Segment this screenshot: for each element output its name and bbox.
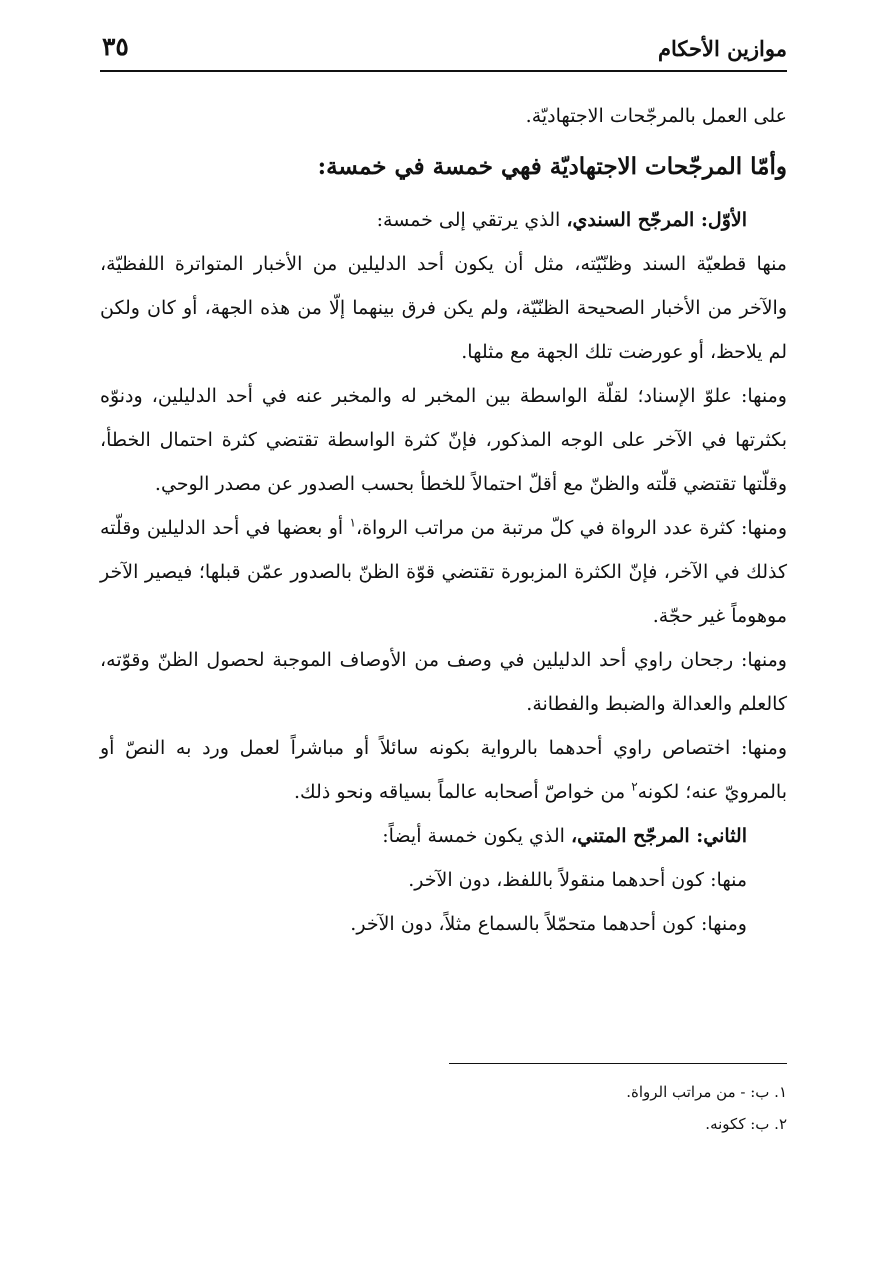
footnote-ref-1: ١ bbox=[349, 515, 356, 530]
footnote-2: ٢. ب: ككونه. bbox=[705, 1115, 787, 1133]
paragraph-4: ومنها: رجحان راوي أحد الدليلين في وصف من الأوصاف الموجبة لحصول الظنّ وقوّته، كالعلم والعدالة والضبط والفطانة. bbox=[100, 649, 787, 715]
opening-line: على العمل بالمرجّحات الاجتهاديّة. bbox=[525, 105, 787, 127]
list-item: منها: كون أحدهما منقولاً باللفظ، دون الآخر. bbox=[408, 869, 747, 891]
second-criterion bbox=[100, 814, 787, 858]
paragraph-5 bbox=[100, 726, 787, 814]
paragraph-2: ومنها: علوّ الإسناد؛ لقلّة الواسطة بين المخبر له والمخبر عنه في أحد الدليلين، ودنوّه بكثرتها في الآخر على الوجه المذكور، فإنّ كثرة الواسطة تقتضي كثرة احتمال الخطأ، وقلّتها تقتضي قلّته والظنّ مع أقلّ احتمالاً للخطأ بحسب الصدور عن مصدر الوحي. bbox=[100, 385, 787, 495]
paragraph-3-start: ومنها: كثرة عدد الرواة في كلّ مرتبة من مراتب الرواة، bbox=[355, 517, 787, 539]
paragraph-5-start: ومنها: اختصاص راوي أحدهما بالرواية بكونه سائلاً أو مباشراً لعمل ورد به النصّ أو بالمرويّ عنه؛ لكونه bbox=[100, 737, 787, 803]
body-text bbox=[100, 94, 787, 946]
second-criterion-text: الذي يكون خمسة أيضاً: bbox=[382, 825, 571, 847]
running-title: موازين الأحكام bbox=[657, 36, 787, 61]
paragraph-1: منها قطعيّة السند وظنّيّته، مثل أن يكون أحد الدليلين من الأخبار المتواترة اللفظيّة، والآخر من الأخبار الصحيحة الظنّيّة، ولم يكن فرق بينهما إلّا من هذه الجهة، أو كان ولكن لم يلاحظ، أو عورضت تلك الجهة مع مثلها. bbox=[100, 253, 787, 363]
footnote-1: ١. ب: - من مراتب الرواة. bbox=[626, 1083, 787, 1101]
footnote-ref-2: ٢ bbox=[631, 779, 638, 794]
section-heading: وأمّا المرجّحات الاجتهاديّة فهي خمسة في خمسة: bbox=[317, 153, 787, 180]
paragraph-3 bbox=[100, 506, 787, 638]
second-criterion-label: الثاني: المرجّح المتني، bbox=[571, 825, 747, 847]
paragraph-3-end: أو بعضها في أحد الدليلين وقلّته كذلك في الآخر، فإنّ الكثرة المزبورة تقتضي قوّة الظنّ بالصدور عمّن قبلها؛ فيصير الآخر موهوماً غير حجّة. bbox=[100, 517, 787, 627]
first-criterion-text: الذي يرتقي إلى خمسة: bbox=[376, 209, 567, 231]
paragraph-5-end: من خواصّ أصحابه عالماً بسياقه ونحو ذلك. bbox=[293, 781, 632, 803]
first-criterion bbox=[100, 198, 787, 242]
page-number: ٣٥ bbox=[102, 32, 129, 61]
running-header bbox=[100, 30, 787, 72]
list-item: ومنها: كون أحدهما متحمّلاً بالسماع مثلاً، دون الآخر. bbox=[350, 913, 747, 935]
footnote-divider bbox=[449, 1063, 787, 1064]
first-criterion-label: الأوّل: المرجّح السندي، bbox=[566, 209, 747, 231]
footnotes bbox=[387, 1076, 787, 1140]
